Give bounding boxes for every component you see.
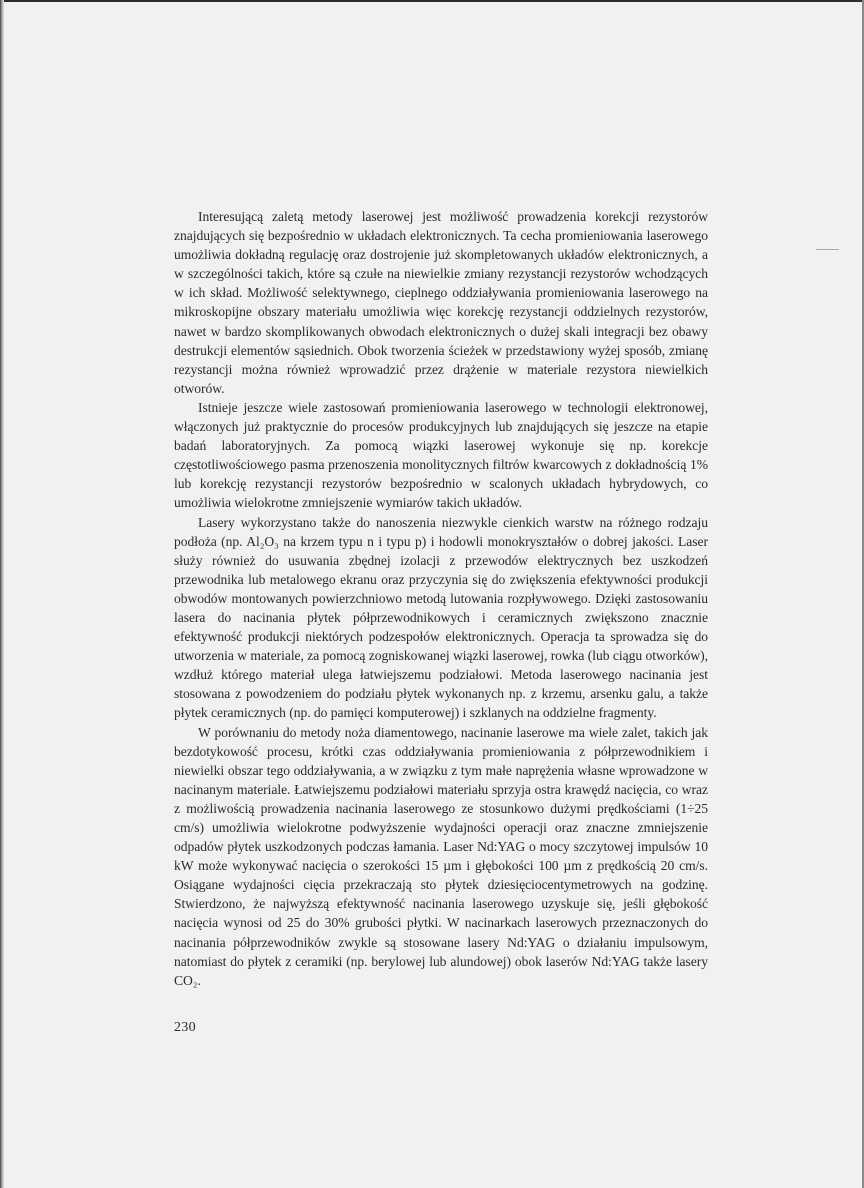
scan-border-top [0, 0, 864, 2]
paragraph-laser-vs-diamond: W porównaniu do metody noża diamentowego, nacinanie laserowe ma wiele zalet, takich jak bezdotykowość procesu, krótki czas oddziaływania promieniowania z półprzewodnikiem i niewielki obszar tego oddziaływania, a w związku z tym małe naprężenia własne wprowadzone w nacinanym materiale. Łatwiejszemu podziałowi materiału sprzyja ostra krawędź nacięcia, co wraz z możliwością prowadzenia nacinania laserowego ze stosunkowo dużymi prędkościami (1÷25 cm/s) umożliwia wielokrotne podwyższenie wydajności operacji oraz znaczne zmniejszenie odpadów płytek uszkodzonych podczas łamania. Laser Nd:YAG o mocy szczytowej impulsów 10 kW może wykonywać nacięcia o szerokości 15 µm i głębokości 100 µm z prędkością 20 cm/s. Osiągane wydajności cięcia przekraczają sto płytek dziesięciocentymetrowych na godzinę. Stwierdzono, że najwyższą efektywność nacinania laserowego uzyskuje się, jeśli głębokość nacięcia wynosi od 25 do 30% grubości płytki. W nacinarkach laserowych przeznaczonych do nacinania półprzewodników zwykle są stosowane lasery Nd:YAG o działaniu impulsowym, natomiast do płytek z ceramiki (np. berylowej lub alundowej) obok laserów Nd:YAG także lasery CO₂. [174, 724, 708, 988]
scan-border-left [0, 0, 4, 1188]
paragraph-thin-layers-and-scribing: Lasery wykorzystano także do nanoszenia niezwykle cienkich warstw na różnego rodzaju podłoża (np. Al₂O₃ na krzem typu n i typu p) i hodowli monokryształów o dobrej jakości. Laser służy również do usuwania zbędnej izolacji z przewodów elektrycznych bez uszkodzeń przewodnika lub metalowego ekranu oraz przyczynia się do zwiększenia efektywności produkcji obwodów montowanych powierzchniowo metodą lutowania rozpływowego. Dzięki zastosowaniu lasera do nacinania płytek półprzewodnikowych i ceramicznych zwiększono znacznie efektywność produkcji niektórych podzespołów elektronicznych. Operacja ta sprowadza się do utworzenia w materiale, za pomocą zogniskowanej wiązki laserowej, rowka (lub ciągu otworków), wzdłuż którego materiał ulega łatwiejszemu podziałowi. Metoda laserowego nacinania jest stosowana z powodzeniem do podziału płytek wykonanych np. z krzemu, arsenku galu, a także płytek ceramicznych (np. do pamięci komputerowej) i szklanych na oddzielne fragmenty. [174, 514, 708, 721]
paragraph-laser-applications: Istnieje jeszcze wiele zastosowań promieniowania laserowego w technologii elektronowej, włączonych już praktycznie do procesów produkcyjnych lub znajdujących się jeszcze na etapie badań laboratoryjnych. Za pomocą wiązki laserowej wykonuje się np. korekcje częstotliwościowego pasma przenoszenia monolitycznych filtrów kwarcowych z dokładnością 1% lub korekcję rezystancji rezystorów bezpośrednio w scalonych układach hybrydowych, co umożliwia wielokrotne zmniejszenie wymiarów takich układów. [174, 399, 708, 511]
margin-mark [816, 249, 839, 250]
page-number: 230 [174, 1020, 196, 1035]
page-body [174, 207, 708, 990]
paragraph-resistor-correction: Interesującą zaletą metody laserowej jest możliwość prowadzenia korekcji rezystorów znajdujących się bezpośrednio w układach elektronicznych. Ta cecha promieniowania laserowego umożliwia dokładną regulację oraz dostrojenie już skompletowanych układów elektronicznych, a w szczególności takich, które są czułe na niewielkie zmiany rezystancji rezystorów wchodzących w ich skład. Możliwość selektywnego, cieplnego oddziaływania promieniowania laserowego na mikroskopijne obszary materiału umożliwia więc korekcję rezystancji oddzielnych rezystorów, nawet w bardzo skomplikowanych obwodach elektronicznych o dużej skali integracji bez obawy destrukcji elementów sąsiednich. Obok tworzenia ścieżek w przedstawiony wyżej sposób, zmianę rezystancji można również wprowadzić przez drążenie w materiale rezystora niewielkich otworów. [174, 209, 708, 396]
